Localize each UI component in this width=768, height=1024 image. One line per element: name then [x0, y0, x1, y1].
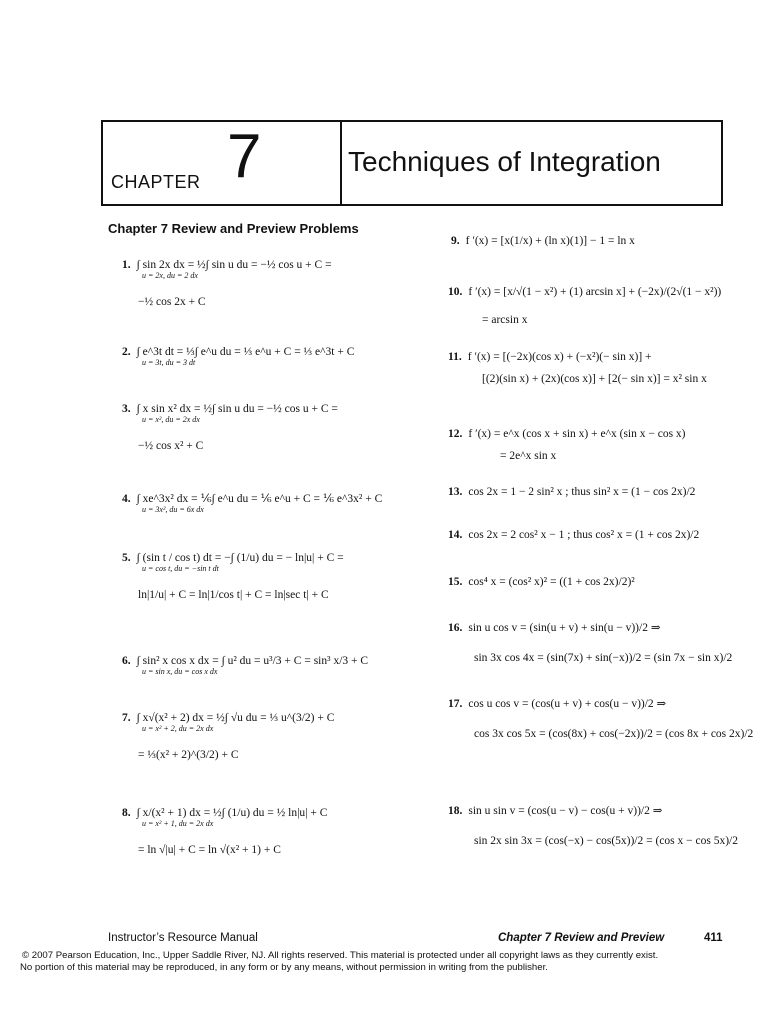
problem-result: −½ cos x² + C [138, 440, 204, 453]
section-title: Chapter 7 Review and Preview Problems [108, 221, 359, 236]
problem-number: 9. [451, 235, 460, 247]
problem-18 [448, 804, 738, 849]
problem-equation: f ′(x) = [x(1/x) + (ln x)(1)] − 1 = ln x [465, 235, 635, 247]
problem-result: = ⅓(x² + 2)^(3/2) + C [138, 749, 239, 762]
problem-12 [448, 427, 686, 464]
problem-result: = 2e^x sin x [500, 450, 557, 463]
chapter-number: 7 [227, 122, 262, 191]
problem-16 [448, 621, 732, 666]
problem-equation: ∫ e^3t dt = ⅓∫ e^u du = ⅓ e^u + C = ⅓ e^3t + C [136, 346, 355, 358]
page-number: 411 [704, 932, 723, 944]
copyright-line-2: No portion of this material may be reproduced, in any form or by any means, without permission in writing from the publisher. [20, 962, 548, 973]
substitution-note: u = cos t, du = −sin t dt [142, 564, 219, 574]
problem-result: sin 3x cos 4x = (sin(7x) + sin(−x))/2 = (sin 7x − sin x)/2 [474, 652, 733, 665]
problem-number: 17. [448, 698, 463, 710]
problem-3 [122, 402, 338, 454]
problem-number: 13. [448, 486, 463, 498]
problem-4 [122, 492, 382, 515]
problem-10 [448, 285, 721, 328]
problem-equation: sin u cos v = (sin(u + v) + sin(u − v))/2 ⇒ [468, 622, 661, 634]
problem-8 [122, 806, 327, 858]
problem-result: cos 3x cos 5x = (cos(8x) + cos(−2x))/2 = (cos 8x + cos 2x)/2 [474, 728, 754, 741]
problem-result: = arcsin x [482, 314, 528, 327]
problem-equation: ∫ sin² x cos x dx = ∫ u² du = u³/3 + C = sin³ x/3 + C [136, 655, 369, 667]
problem-number: 11. [448, 351, 462, 363]
problem-15 [448, 575, 635, 589]
problem-result: = ln √|u| + C = ln √(x² + 1) + C [138, 844, 281, 857]
problem-number: 14. [448, 529, 463, 541]
problem-result: −½ cos 2x + C [138, 296, 206, 309]
substitution-note: u = 3t, du = 3 dt [142, 358, 196, 368]
problem-equation: ∫ x/(x² + 1) dx = ½∫ (1/u) du = ½ ln|u| + C [136, 807, 328, 819]
problem-equation: f ′(x) = [(−2x)(cos x) + (−x²)(− sin x)] + [467, 351, 652, 363]
problem-number: 5. [122, 552, 131, 564]
substitution-note: u = x² + 2, du = 2x dx [142, 724, 214, 734]
problem-equation: ∫ xe^3x² dx = ⅙∫ e^u du = ⅙ e^u + C = ⅙ e^3x² + C [136, 493, 383, 505]
problem-number: 6. [122, 655, 131, 667]
problem-13 [448, 485, 695, 499]
substitution-note: u = 3x², du = 6x dx [142, 505, 204, 515]
problem-equation: ∫ x sin x² dx = ½∫ sin u du = −½ cos u + C = [136, 403, 338, 415]
problem-2 [122, 345, 354, 368]
problem-number: 7. [122, 712, 131, 724]
header-divider [340, 122, 342, 204]
problem-number: 4. [122, 493, 131, 505]
problem-number: 10. [448, 286, 463, 298]
chapter-header [101, 120, 723, 206]
substitution-note: u = 2x, du = 2 dx [142, 271, 198, 281]
problem-equation: ∫ sin 2x dx = ½∫ sin u du = −½ cos u + C = [136, 259, 332, 271]
copyright-line-1: © 2007 Pearson Education, Inc., Upper Saddle River, NJ. All rights reserved. This material is protected under all copyright laws as they currently exist. [22, 950, 659, 961]
problem-equation: cos u cos v = (cos(u + v) + cos(u − v))/2 ⇒ [468, 698, 667, 710]
substitution-note: u = x² + 1, du = 2x dx [142, 819, 214, 829]
problem-equation: ∫ (sin t / cos t) dt = −∫ (1/u) du = − ln|u| + C = [136, 552, 344, 564]
problem-number: 8. [122, 807, 131, 819]
problem-number: 18. [448, 805, 463, 817]
problem-result: [(2)(sin x) + (2x)(cos x)] + [2(− sin x)] = x² sin x [482, 373, 707, 386]
problem-1 [122, 258, 332, 310]
problem-number: 15. [448, 576, 463, 588]
substitution-note: u = x², du = 2x dx [142, 415, 200, 425]
problem-equation: ∫ x√(x² + 2) dx = ½∫ √u du = ⅓ u^(3/2) + C [136, 712, 335, 724]
problem-result: ln|1/u| + C = ln|1/cos t| + C = ln|sec t| + C [138, 589, 329, 602]
problem-17 [448, 697, 753, 742]
problem-number: 3. [122, 403, 131, 415]
problem-number: 1. [122, 259, 131, 271]
problem-equation: cos 2x = 1 − 2 sin² x ; thus sin² x = (1 − cos 2x)/2 [468, 486, 696, 498]
problem-equation: f ′(x) = e^x (cos x + sin x) + e^x (sin x − cos x) [468, 428, 686, 440]
problem-7 [122, 711, 334, 763]
problem-equation: f ′(x) = [x/√(1 − x²) + (1) arcsin x] + (−2x)/(2√(1 − x²)) [468, 286, 722, 298]
problem-9 [451, 234, 635, 248]
problem-number: 16. [448, 622, 463, 634]
problem-equation: cos 2x = 2 cos² x − 1 ; thus cos² x = (1 + cos 2x)/2 [468, 529, 700, 541]
problem-number: 2. [122, 346, 131, 358]
chapter-title: Techniques of Integration [348, 146, 661, 177]
substitution-note: u = sin x, du = cos x dx [142, 667, 218, 677]
chapter-word: CHAPTER [111, 172, 201, 192]
problem-11 [448, 350, 707, 387]
problem-6 [122, 654, 368, 677]
problem-result: sin 2x sin 3x = (cos(−x) − cos(5x))/2 = (cos x − cos 5x)/2 [474, 835, 738, 848]
footer-section-title: Chapter 7 Review and Preview [498, 932, 665, 944]
footer-manual-title: Instructor’s Resource Manual [108, 932, 258, 944]
problem-equation: sin u sin v = (cos(u − v) − cos(u + v))/2 ⇒ [468, 805, 663, 817]
problem-equation: cos⁴ x = (cos² x)² = ((1 + cos 2x)/2)² [468, 576, 635, 588]
problem-14 [448, 528, 699, 542]
problem-number: 12. [448, 428, 463, 440]
problem-5 [122, 551, 344, 603]
